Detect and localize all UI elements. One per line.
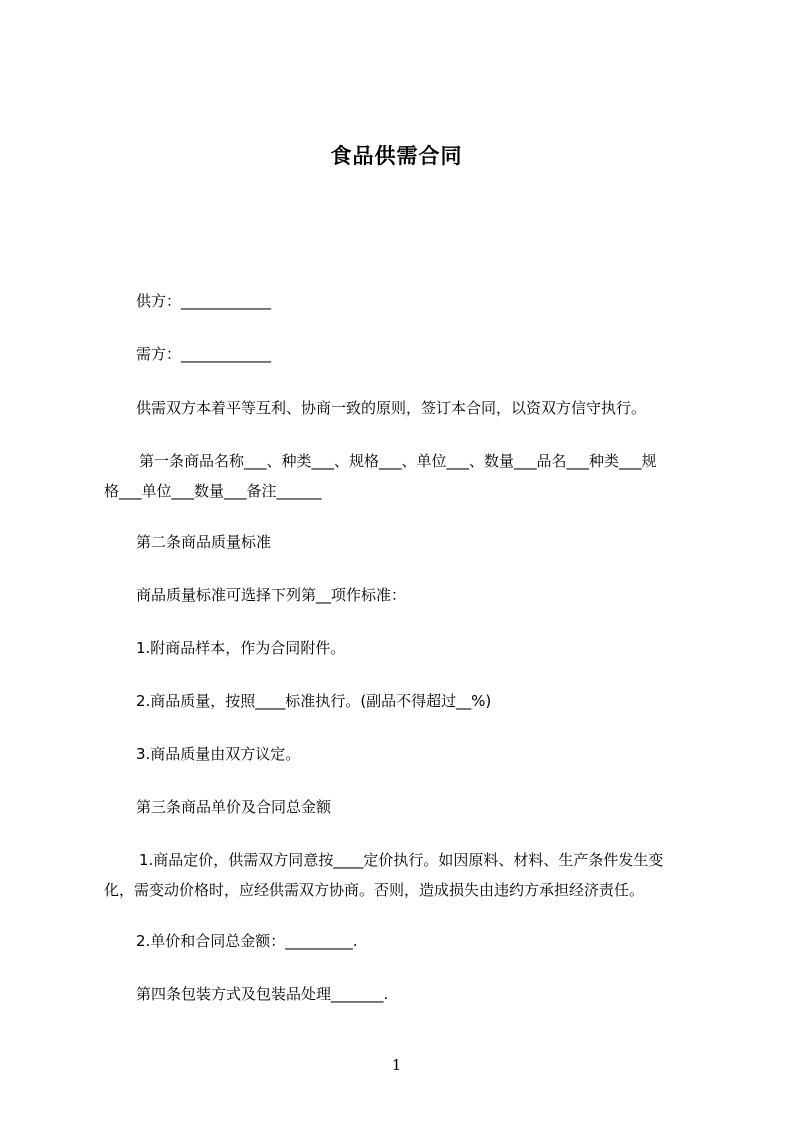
document-title: 食品供需合同 <box>330 144 463 168</box>
supplier-line: 供方：____________ <box>136 292 272 310</box>
page-number: 1 <box>391 1056 402 1074</box>
article1-line2: 格___单位___数量___备注______ <box>104 482 322 500</box>
intro-paragraph: 供需双方本着平等互利、协商一致的原则，签订本合同，以资双方信守执行。 <box>136 399 647 417</box>
article2-intro: 商品质量标准可选择下列第__项作标准： <box>136 586 407 604</box>
article3-heading: 第三条商品单价及合同总金额 <box>136 798 332 816</box>
article2-item3: 3.商品质量由双方议定。 <box>136 745 301 763</box>
article3-item2: 2.单价和合同总金额：_________. <box>136 932 358 950</box>
article3-item1-line1: 1.商品定价，供需双方同意按____定价执行。如因原料、材料、生产条件发生变 <box>139 851 664 869</box>
article2-heading: 第二条商品质量标准 <box>136 533 272 551</box>
article2-item1: 1.附商品样本，作为合同附件。 <box>136 639 346 657</box>
article2-item2: 2.商品质量，按照____标准执行。(副品不得超过__%) <box>136 692 492 710</box>
article1-line1: 第一条商品名称___、种类___、规格___、单位___、数量___品名___种类___规 <box>139 452 657 470</box>
buyer-line: 需方：____________ <box>136 345 272 363</box>
article3-item1-line2: 化，需变动价格时，应经供需双方协商。否则，造成损失由违约方承担经济责任。 <box>104 881 645 899</box>
article4-heading: 第四条包装方式及包装品处理_______. <box>136 985 389 1003</box>
